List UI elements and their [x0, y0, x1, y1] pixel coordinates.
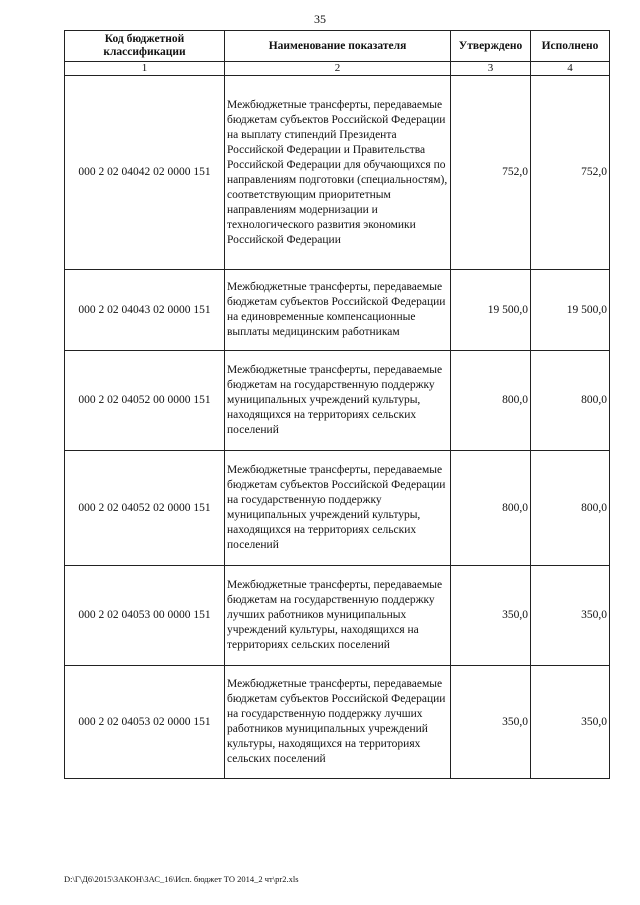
- row-code: 000 2 02 04053 00 0000 151: [65, 566, 225, 666]
- row-name: Межбюджетные трансферты, передаваемые бюджетам субъектов Российской Федерации на выплату стипендий Президента Российской Федерации и Правительства Российской Федерации для обучающихся по направлениям подготовки (специальностям), соответствующим приоритетным направлениям модернизации и технологического развития экономики Российской Федерации: [225, 76, 451, 270]
- row-executed: 752,0: [531, 76, 610, 270]
- row-executed: 800,0: [531, 351, 610, 451]
- footer-file-path: D:\Г\Д6\2015\ЗАКОН\ЗАС_16\Исп. бюджет ТО 2014_2 чт\pr2.xls: [64, 874, 299, 884]
- row-approved: 800,0: [451, 451, 531, 566]
- row-code: 000 2 02 04052 00 0000 151: [65, 351, 225, 451]
- table-row: [65, 270, 610, 351]
- row-approved: 350,0: [451, 566, 531, 666]
- row-name: Межбюджетные трансферты, передаваемые бюджетам субъектов Российской Федерации на государственную поддержку лучших работников муниципальных учреждений культуры, находящихся на территориях сельских поселений: [225, 666, 451, 779]
- row-name: Межбюджетные трансферты, передаваемые бюджетам на государственную поддержку муниципальных учреждений культуры, находящихся на территориях сельских поселений: [225, 351, 451, 451]
- row-approved: 350,0: [451, 666, 531, 779]
- row-approved: 19 500,0: [451, 270, 531, 351]
- row-executed: 19 500,0: [531, 270, 610, 351]
- row-name: Межбюджетные трансферты, передаваемые бюджетам субъектов Российской Федерации на единовременные компенсационные выплаты медицинским работникам: [225, 270, 451, 351]
- row-approved: 752,0: [451, 76, 531, 270]
- row-code: 000 2 02 04042 02 0000 151: [65, 76, 225, 270]
- table-header-row: [65, 31, 610, 62]
- header-approved: Утверждено: [451, 31, 531, 62]
- column-number: 1: [65, 62, 225, 76]
- row-executed: 350,0: [531, 566, 610, 666]
- table-row: [65, 76, 610, 270]
- row-approved: 800,0: [451, 351, 531, 451]
- header-name: Наименование показателя: [225, 31, 451, 62]
- column-numbers-row: [65, 62, 610, 76]
- row-code: 000 2 02 04053 02 0000 151: [65, 666, 225, 779]
- row-name: Межбюджетные трансферты, передаваемые бюджетам на государственную поддержку лучших работников муниципальных учреждений культуры, находящихся на территориях сельских поселений: [225, 566, 451, 666]
- header-code: Код бюджетной классификации: [65, 31, 225, 62]
- column-number: 2: [225, 62, 451, 76]
- table-row: [65, 451, 610, 566]
- row-executed: 800,0: [531, 451, 610, 566]
- row-code: 000 2 02 04052 02 0000 151: [65, 451, 225, 566]
- table-row: [65, 566, 610, 666]
- table-row: [65, 351, 610, 451]
- row-executed: 350,0: [531, 666, 610, 779]
- table-row: [65, 666, 610, 779]
- header-executed: Исполнено: [531, 31, 610, 62]
- column-number: 4: [531, 62, 610, 76]
- row-name: Межбюджетные трансферты, передаваемые бюджетам субъектов Российской Федерации на государственную поддержку муниципальных учреждений культуры, находящихся на территориях сельских поселений: [225, 451, 451, 566]
- page-number: 35: [314, 12, 326, 26]
- column-number: 3: [451, 62, 531, 76]
- budget-table: [64, 30, 610, 779]
- row-code: 000 2 02 04043 02 0000 151: [65, 270, 225, 351]
